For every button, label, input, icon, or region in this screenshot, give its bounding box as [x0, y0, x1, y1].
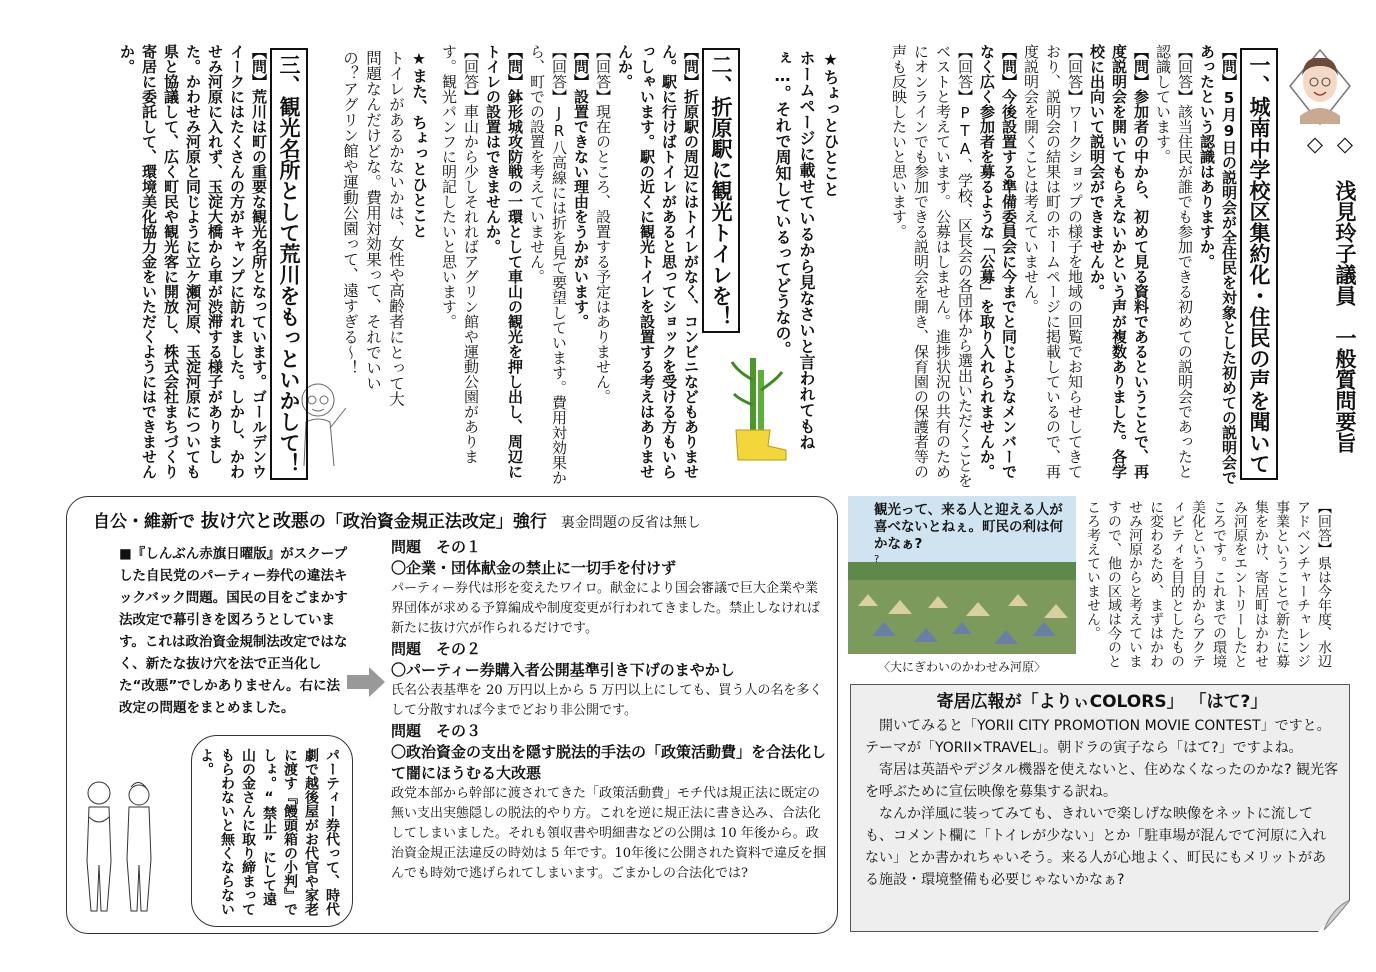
section-3: [58, 44, 308, 492]
note-title: 寄居広報が「よりぃCOLORS」 「はて?」: [936, 692, 1268, 712]
note-paragraph-3: なんか洋風に装ってみても、きれいで楽しげな映像をネットに流しても、コメント欄に「トイレが少ない」とか「駐車場が混んでて河原に入れない」とか書かれちゃいそう。来る人が心地よく、町民にもメリットがある施設・環境整備も必要じゃないかなぁ?: [865, 806, 1327, 888]
section-1: [858, 44, 1278, 492]
yorii-colors-note: [850, 684, 1350, 932]
section-2: [440, 44, 740, 492]
section-3-answer: [1084, 500, 1334, 668]
riverside-photo: [848, 496, 1076, 654]
section-3-a1: 【回答】県は今年度、水辺アドベンチャーチャレンジ事業ということで新たに募集をかけ、寄居町はかわせみ河原をエントリーしたところです。これまでの環境美化という目的からアクティビティを目的としたものに変わるため、まずはかわせみ河原からと考えていますので、他の区域は今のところ考えていません。: [1085, 500, 1332, 668]
section-2-q1: 【問】折原駅の周辺にはトイレがなく、コンビニなどもありません。駅に行けばトイレがあると思ってショックを受ける方もいらっしゃいます。駅の近くに観光トイレを設置する考えはありませんか。: [616, 44, 700, 479]
councilor-portrait: [1288, 46, 1352, 128]
problem-2: [391, 639, 831, 721]
note-paragraph-2: 寄居は英語やデジタル機器を使えないと、住めなくなったのかな? 観光客を呼ぶために宣伝映像を募集する訳ね。: [865, 762, 1339, 800]
panel-title-b: 抜け穴と改悪: [200, 511, 309, 532]
political-funds-panel: [66, 496, 838, 934]
section-1-q2: 【問】参加者の中から、初めて見る資料であるということで、再度説明会を開いてもらえないかという声が複数ありました。各学校に出向いて説明会ができませんか。: [1088, 44, 1150, 479]
panel-subtitle: 裏金問題の反省は無し: [560, 515, 701, 531]
two-people-illustration: [77, 761, 161, 919]
panel-title-a: 自公・維新で: [93, 512, 201, 532]
aside-2-title: ★また、ちょっとひとこと: [410, 50, 428, 239]
section-2-a1: 【回答】現在のところ、設置する予定はありません。: [594, 44, 612, 404]
aside-1-text: ホームページに載せているから見なさいと言われてもねぇ…。それで周知しているってどうなの。: [773, 50, 816, 450]
panel-intro: ■『しんぶん赤旗日曜版』がスクープした自民党のパーティー券代の違法キックバック問題。国民の目をごまかす法改定で幕引きを図ろうとしています。これは政治資金規制法改定ではなく、新たな抜け穴を法で正当化した“改悪”でしかありません。右に法改定の問題をまとめました。: [119, 546, 348, 716]
photo-overlay-text: 観光って、来る人と迎える人が喜べないとねぇ。町民の利は何かなぁ?: [874, 502, 1063, 552]
problem-1-sub: 〇企業・団体献金の禁止に一切手を付けず: [391, 559, 677, 577]
speech-bubble: [191, 735, 353, 927]
section-2-q2: 【問】設置できない理由をうかがいます。: [572, 44, 590, 329]
section-2-title: 二、折原駅に観光トイレを！: [702, 48, 740, 333]
photo-caption: 〈大にぎわいのかわせみ河原〉: [877, 660, 1046, 674]
problem-3-text: 政党本部から幹部に渡されてきた「政策活動費」モチ代は規正法に既定の無い支出実態隠しの脱法的やり方。これを逆に規正法に書き込み、合法化してしまいました。それも領収書や明細書などの公開は 10 年後から。政治資金規正法違反の時効は 5 年です。10年後に公開された資料で違反を掴んでも時効で逃げられてしまいます。ごまかしの合法化では?: [391, 786, 827, 881]
problem-2-sub: 〇パーティー券購入者公開基準引き下げのまやかし: [391, 661, 735, 679]
problem-2-text: 氏名公表基準を 20 万円以上から 5 万円以上にしても、買う人の名を多くして分散すれば今までどおり非公開です。: [391, 683, 823, 718]
problem-1-head: 問題 その１: [391, 538, 482, 556]
aside-2-text: トイレがあるかないかは、女性や高齢者にとって大問題なんだけどな。費用対効果って、それでいいの？アグリン館や運動公園って、遠すぎる〜！: [341, 50, 405, 407]
panel-title: [93, 507, 833, 533]
section-1-a1: 【回答】該当住民が誰でも参加できる初めての説明会であったと認識しています。: [1154, 44, 1194, 479]
problem-3-sub: 〇政治資金の支出を隠す脱法的手法の「政策活動費」を合法化して闇にほうむる大改悪: [391, 743, 827, 782]
section-3-title: 三、観光名所として荒川をもっといかして！: [270, 48, 308, 480]
section-2-a3: 【回答】車山から少しそれればアグリン館や運動公園があります。観光パンフに明記したいと思います。: [440, 44, 480, 464]
aside-2: [320, 50, 430, 410]
section-3-q1: 【問】荒川は町の重要な観光名所となっています。ゴールデンウイークにはたくさんの方がキャンプに訪れました。しかし、かわせみ河原に入れず、玉淀大橋から車が渋滞する様子がありました。かわせみ河原と同じように立ケ瀬河原、玉淀河原についても県と協議して、広く町民や観光客に開放し、株式会社まちづくり寄居に委託して、環境美化協力金をいただくようにはできませんか。: [118, 44, 268, 479]
problem-2-head: 問題 その２: [391, 640, 482, 658]
folded-corner: [1318, 900, 1350, 932]
section-1-a3: 【回答】PTA、学校、区長会の各団体から選出いただくことをベストと考えています。公募はしません。進捗状況の共有のためにオンラインでも参加できる説明会を開き、保育園の保護者等の声も反映したいと思います。: [890, 44, 974, 488]
section-1-q1: 【問】5月9日の説明会が全住民を対象とした初めての説明会であったという認識はありますか。: [1198, 44, 1238, 485]
section-2-q3: 【問】鉢形城攻防戦の一環として車山の観光を押し出し、周辺にトイレの設置はできませんか。: [484, 44, 524, 479]
panel-title-c: の「政治資金規正法改定」強行: [308, 512, 547, 532]
note-paragraph-1: 開いてみると「YORII CITY PROMOTION MOVIE CONTEST」ですと。テーマが「YORII×TRAVEL」。朝ドラの寅子なら「はて?」ですよね。: [865, 718, 1331, 756]
problem-3-head: 問題 その３: [391, 722, 482, 740]
problem-1-text: パーティー券代は形を変えたワイロ。献金により国会審議で巨大企業や業界団体が求める予算編成や制度変更が行われてきました。禁止しなければ新たに抜け穴が作られるだけです。: [391, 581, 821, 636]
section-1-title: 一、城南中学校区集約化・住民の声を聞いて: [1240, 48, 1278, 480]
problem-list: [391, 537, 831, 884]
photo-mark: ?: [874, 554, 880, 565]
arrow-right-icon: [347, 665, 387, 699]
problem-1: [391, 537, 831, 639]
speech-bubble-text: パーティー券代って、時代劇で越後屋がお代官や家老に渡す『饅頭箱の小判』でしょ。“禁止”にして遠山の金さんに取り締まってもらわないと無くならないよ。: [198, 748, 340, 916]
aside-1-title: ★ちょっとひとこと: [821, 50, 840, 197]
problem-3: [391, 721, 831, 884]
section-1-a2: 【回答】ワークショップの様子を地域の回覧でお知らせしてきており、説明会の結果は町のホームページに掲載しているので、再度説明会を開くことは考えていません。: [1022, 44, 1084, 479]
section-2-a2: 【回答】JR八高線には折を見て要望しています。費用対効果から、町での設置を考えていません。: [528, 44, 568, 485]
page-title: ◇ 浅見玲子議員 一般質問要旨 ◇: [1303, 132, 1357, 453]
section-1-q3: 【問】今後設置する準備委員会に今までと同じようなメンバーでなく広く参加者を募るような「公募」を取り入れられませんか。: [978, 44, 1018, 479]
